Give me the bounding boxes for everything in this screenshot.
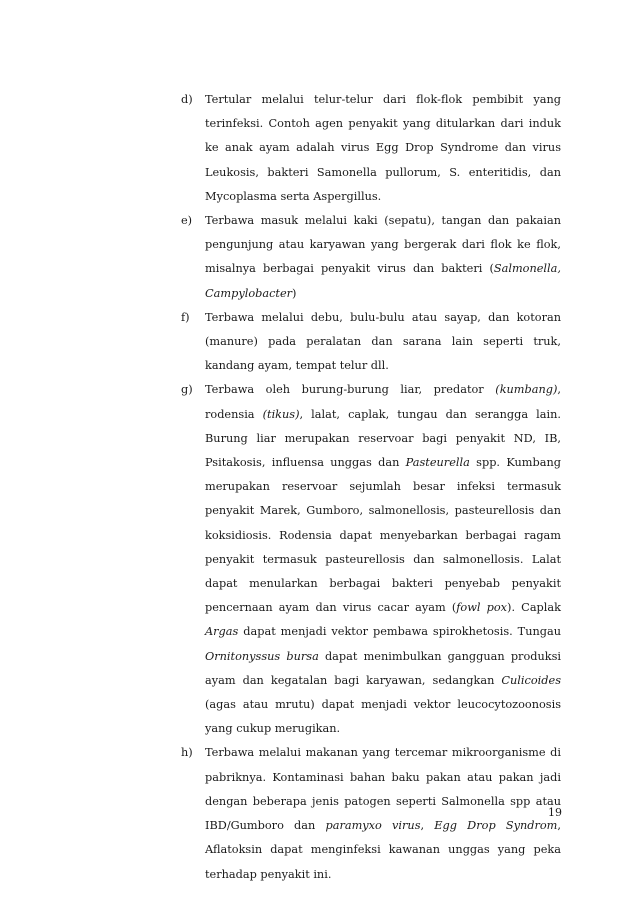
text-segment: Terbawa melalui makanan yang tercemar mikroorganisme di pabriknya. Kontaminasi bahan baku pakan atau pakan jadi dengan beberapa jenis patogen seperti Salmonella spp atau IBD/Gumboro dan	[205, 746, 561, 833]
list-marker: h)	[181, 746, 193, 760]
italic-term: fowl pox	[456, 601, 508, 615]
text-segment: , rodensia	[205, 383, 561, 421]
text-segment: Tertular melalui telur-telur dari flok-flok pembibit yang terinfeksi. Contoh agen penyakit yang ditularkan dari induk ke anak ayam adalah virus Egg Drop Syndrome dan virus Leukosis, bakteri Samonella pullorum, S. enteritidis, dan Mycoplasma serta Aspergillus.	[205, 93, 561, 203]
list-item	[181, 88, 561, 209]
list-marker: e)	[181, 214, 193, 228]
list-marker: g)	[181, 383, 193, 397]
text-segment: dapat menjadi vektor pembawa spirokhetosis. Tungau	[238, 625, 561, 639]
list-item-text	[205, 306, 561, 379]
text-segment: , Aflatoksin dapat menginfeksi kawanan unggas yang peka terhadap penyakit ini.	[205, 819, 561, 881]
list-item-text	[205, 378, 561, 741]
list-marker: f)	[181, 310, 190, 324]
text-segment: ). Caplak	[507, 601, 561, 615]
list-item	[181, 306, 561, 379]
text-segment: Terbawa oleh burung-burung liar, predator	[205, 383, 496, 397]
italic-term: paramyxo virus	[325, 819, 421, 833]
italic-term: (kumbang)	[495, 383, 558, 397]
italic-term: Culicoides	[501, 673, 561, 687]
list-item	[181, 741, 561, 886]
text-segment: Terbawa masuk melalui kaki (sepatu), tangan dan pakaian pengunjung atau karyawan yang bergerak dari flok ke flok, misalnya berbagai penyakit virus dan bakteri (	[205, 214, 561, 276]
transmission-list	[181, 88, 561, 887]
text-segment: ,	[420, 819, 435, 833]
text-segment: Terbawa melalui debu, bulu-bulu atau sayap, dan kotoran (manure) pada peralatan dan sarana lain seperti truk, kandang ayam, tempat telur dll.	[205, 310, 561, 373]
page-number: 19	[548, 806, 562, 819]
list-item	[181, 209, 561, 306]
list-item-text	[205, 741, 561, 886]
list-item	[181, 378, 561, 741]
list-marker: d)	[181, 93, 193, 106]
italic-term: Egg Drop Syndrom	[434, 819, 558, 833]
text-segment: dapat menimbulkan gangguan produksi ayam dan kegatalan bagi karyawan, sedangkan	[205, 649, 562, 687]
italic-term: Argas	[205, 625, 239, 639]
italic-term: Salmonella, Campylobacter	[205, 262, 561, 300]
list-item-text	[205, 88, 561, 209]
italic-term: Pasteurella	[405, 456, 470, 470]
text-segment: )	[292, 286, 297, 300]
text-segment: spp. Kumbang merupakan reservoar sejumlah besar infeksi termasuk penyakit Marek, Gumboro, salmonellosis, pasteurellosis dan koksidiosis. Rodensia dapat menyebarkan berbagai ragam penyakit termasuk pasteurellosis dan salmonellosis. Lalat dapat menularkan berbagai bakteri penyebab penyakit pencernaan ayam dan virus cacar ayam (	[205, 456, 561, 615]
italic-term: Ornitonyssus bursa	[205, 649, 319, 663]
list-item-text	[205, 209, 561, 306]
text-segment: , lalat, caplak, tungau dan serangga lain. Burung liar merupakan reservoar bagi penyakit ND, IB, Psitakosis, influensa unggas dan	[205, 407, 561, 470]
text-segment: (agas atau mrutu) dapat menjadi vektor leucocytozoonosis yang cukup merugikan.	[205, 698, 561, 736]
italic-term: (tikus)	[262, 407, 300, 421]
